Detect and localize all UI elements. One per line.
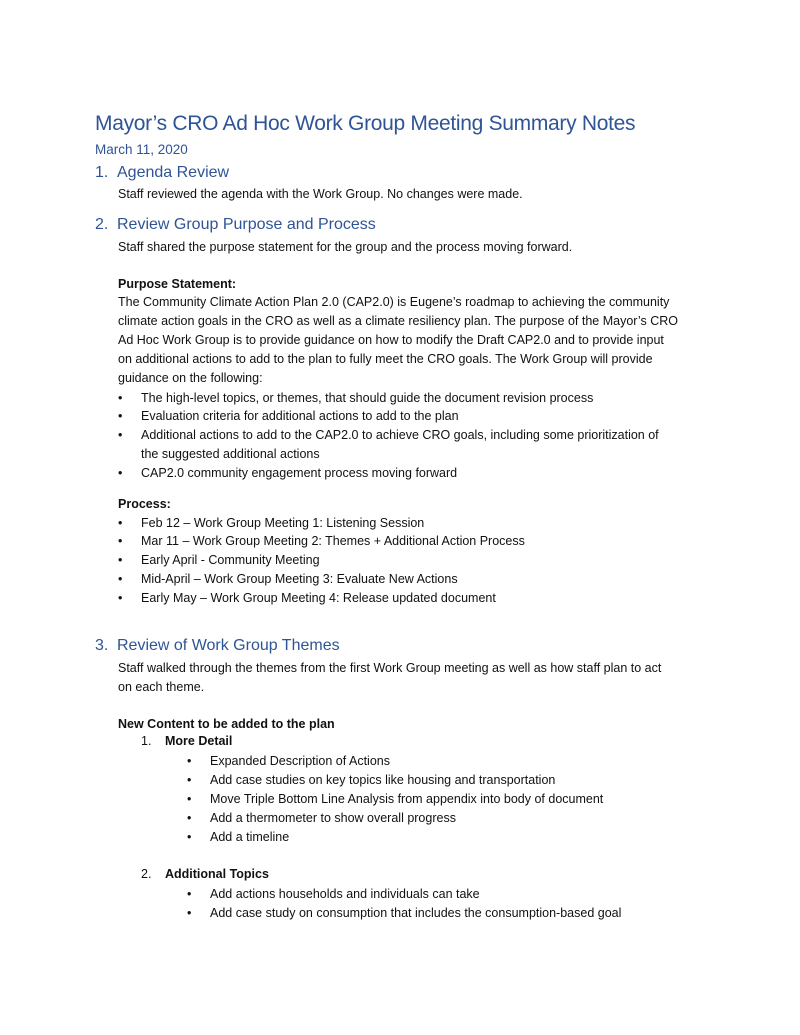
section-1-number: 1. [95, 164, 109, 181]
section-2-heading [95, 216, 376, 234]
section-2-number: 2. [95, 216, 109, 233]
section-1-heading [95, 164, 229, 182]
bullet-icon: • [118, 534, 123, 548]
bullet-icon: • [187, 792, 192, 806]
meeting-date: March 11, 2020 [95, 142, 188, 157]
section-1-title: Agenda Review [117, 164, 230, 181]
bullet-icon: • [118, 553, 123, 567]
purpose-statement-paragraph [118, 293, 718, 388]
bullet-icon: • [187, 830, 192, 844]
subsection-more-detail: 1. More Detail [141, 734, 233, 748]
document-title: Mayor’s CRO Ad Hoc Work Group Meeting Summary Notes [95, 112, 636, 135]
bullet-icon: • [118, 516, 123, 530]
new-content-label: New Content to be added to the plan [118, 717, 335, 731]
document-page: Mayor’s CRO Ad Hoc Work Group Meeting Summary Notes March 11, 2020 1. Agenda Review Staff reviewed the agenda with the Work Group. No changes were made. 2. Review Group Purpose and Process Staff shared the purpose statement for the group and the process moving forward. Purpose Statement: The Community Climate Action Plan 2.0 (CAP2.0) is Eugene’s roadmap to achieving the community climate action goals in the CRO as well as a climate resiliency plan. The purpose of the Mayor’s CRO Ad Hoc Work Group is to provide guidance on how to modify the Draft CAP2.0 and to provide input on additional actions to add to the plan to fully meet the CRO goals. The Work Group will provide guidance on the following: • The high-level topics, or themes, that should guide the document revision process • Evaluation criteria for additional actions to add to the plan • Additional actions to add to the CAP2.0 to achieve CRO goals, including some prioritization of the suggested additional actions • CAP2.0 community engagement process moving forward Process: • Feb 12 – Work Group Meeting 1: Listening Session • Mar 11 – Work Group Meeting 2: Themes + Additional Action Process • Early April - Community Meeting • Mid-April – Work Group Meeting 3: Evaluate New Actions • Early May – Work Group Meeting 4: Release updated document 3. Review of Work Group Themes Staff walked through the themes from the first Work Group meeting as well as how staff plan to act on each theme. New Content to be added to the plan 1. More Detail • Expanded Description of Actions • Add case studies on key topics like housing and transportation • Move Triple Bottom Line Analysis from appendix into body of document • Add a thermometer to show overall progress • Add a timeline 2. Additional Topics • Add actions households and individuals can take • Add case study on consumption that includes the consumption-based goal [0, 0, 800, 1035]
process-label: Process: [118, 497, 171, 511]
bullet-icon: • [118, 428, 123, 442]
bullet-icon: • [187, 811, 192, 825]
bullet-icon: • [118, 591, 123, 605]
bullet-icon: • [187, 887, 192, 901]
bullet-icon: • [187, 754, 192, 768]
bullet-icon: • [187, 773, 192, 787]
purpose-line: climate action goals in the CRO as well as a climate resiliency plan. The purpose of the Mayor’s CRO [118, 314, 678, 328]
purpose-statement-label: Purpose Statement: [118, 277, 237, 291]
bullet-icon: • [187, 906, 192, 920]
section-2-title: Review Group Purpose and Process [117, 216, 376, 233]
section-3-heading [95, 637, 340, 655]
purpose-line: Ad Hoc Work Group is to provide guidance on how to modify the Draft CAP2.0 and to provide input [118, 333, 664, 347]
bullet-icon: • [118, 572, 123, 586]
section-1-text: Staff reviewed the agenda with the Work Group. No changes were made. [118, 187, 523, 201]
purpose-line: on additional actions to add to the plan to fully meet the CRO goals. The Work Group will provide [118, 352, 653, 366]
bullet-icon: • [118, 409, 123, 423]
section-3-title: Review of Work Group Themes [117, 637, 340, 654]
section-3-text: Staff walked through the themes from the first Work Group meeting as well as how staff plan to act on each theme. [118, 661, 662, 694]
subsection-additional-topics: 2. Additional Topics [141, 867, 269, 881]
purpose-line: guidance on the following: [118, 371, 263, 385]
bullet-icon: • [118, 466, 123, 480]
bullet-icon: • [118, 391, 123, 405]
section-2-text: Staff shared the purpose statement for the group and the process moving forward. [118, 240, 573, 254]
purpose-line: The Community Climate Action Plan 2.0 (CAP2.0) is Eugene’s roadmap to achieving the community [118, 295, 670, 309]
section-3-number: 3. [95, 637, 109, 654]
